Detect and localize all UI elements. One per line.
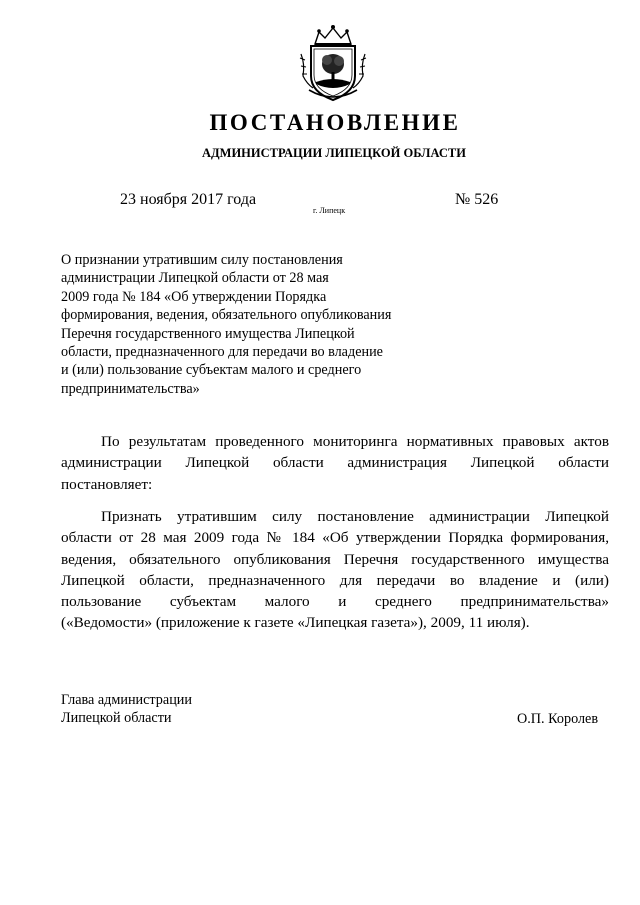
signature-position-line: Глава администрации [61,692,192,708]
signature-position-line: Липецкой области [61,710,172,727]
document-subtitle: АДМИНИСТРАЦИИ ЛИПЕЦКОЙ ОБЛАСТИ [202,146,466,160]
subject-line: области, предназначенного для передачи во владение [61,344,383,361]
body-line: По результатам проведенного мониторинга нормативных правовых актов [101,433,609,450]
subject-line: администрации Липецкой области от 28 мая [61,270,329,287]
body-line: Признать утратившим силу постановление администрации Липецкой [101,508,609,525]
document-title: ПОСТАНОВЛЕНИЕ [209,110,461,135]
subject-line: предпринимательства» [61,380,200,397]
signature-name: О.П. Королев [517,711,599,727]
body-line: области от 28 мая 2009 года № 184 «Об утверждении Порядка формирования, [61,529,609,547]
lipetsk-coat-of-arms-icon [295,24,371,102]
document-number: № 526 [455,191,499,208]
subject-line: 2009 года № 184 «Об утверждении Порядка [61,288,327,305]
document-subject [61,251,441,398]
body-paragraph-2 [61,506,609,634]
body-line: («Ведомости» (приложение к газете «Липецкая газета»), 2009, 11 июля). [61,614,530,632]
signature-position [61,691,192,728]
body-line: пользование субъектам малого и среднего предпринимательства» [61,593,609,611]
subject-line: Перечня государственного имущества Липецкой [61,325,355,342]
subject-line: О признании утратившим силу постановления [61,252,343,268]
subject-line: и (или) пользование субъектам малого и среднего [61,362,362,379]
document-date: 23 ноября 2017 года [120,191,257,208]
body-line: постановляет: [61,475,153,493]
subject-line: формирования, ведения, обязательного опубликования [61,307,392,324]
body-line: Липецкой области, предназначенного для передачи во владение и (или) [61,571,609,589]
body-line: администрации Липецкой области администрация Липецкой области [61,454,609,472]
document-city: г. Липецк [313,206,346,215]
body-paragraph-1 [61,431,609,495]
body-line: ведения, обязательного опубликования Перечня государственного имущества [61,550,609,568]
